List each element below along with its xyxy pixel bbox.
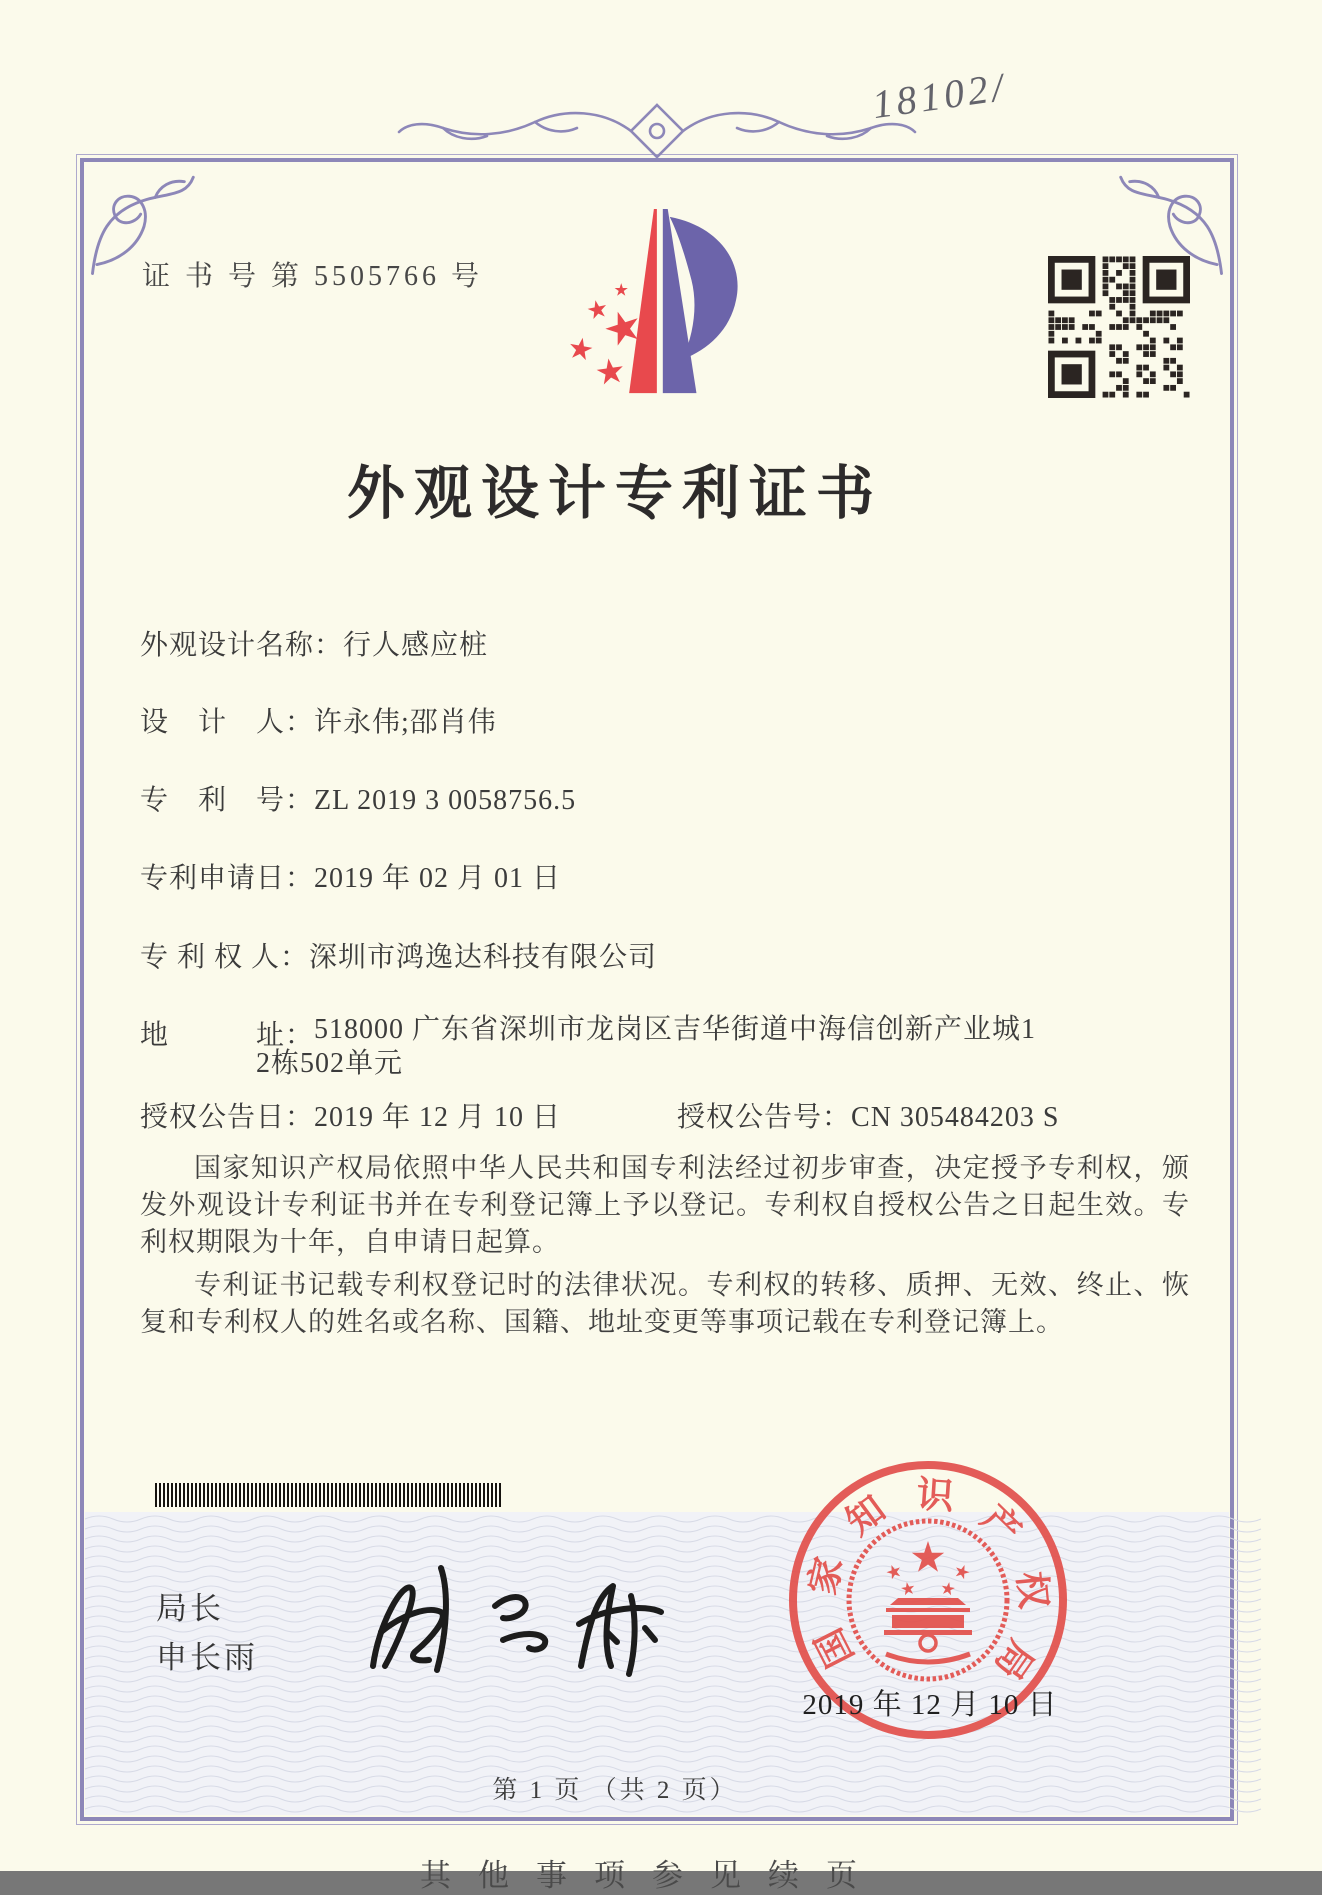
svg-text:产: 产	[972, 1497, 1029, 1554]
qr-code-icon	[1048, 256, 1190, 398]
field-label: 专 利 号：	[140, 785, 315, 816]
legal-paragraph-2: 专利证书记载专利权登记时的法律状况。专利权的转移、质押、无效、终止、恢复和专利权人的姓名或名称、国籍、地址变更等事项记载在专利登记簿上。	[140, 1270, 1190, 1337]
top-border-ornament-icon	[397, 98, 917, 164]
seal-date: 2019 年 12 月 10 日	[802, 1689, 1058, 1721]
legal-text	[140, 1150, 1190, 1341]
certificate-title: 外观设计专利证书	[346, 461, 883, 526]
svg-text:家: 家	[802, 1553, 851, 1599]
field-label: 设 计 人：	[140, 707, 315, 738]
svg-text:知: 知	[839, 1488, 894, 1544]
field-value: 深圳市鸿逸达科技有限公司	[309, 942, 658, 973]
field-patentee	[140, 935, 657, 975]
field-label: 地 址：	[140, 1020, 315, 1051]
field-grant-number	[677, 1095, 1059, 1135]
field-filing-date	[140, 856, 561, 896]
field-value: CN 305484203 S	[851, 1102, 1060, 1133]
field-address	[140, 1013, 1214, 1081]
field-value: 许永伟;邵肖伟	[314, 707, 497, 738]
handwritten-number: 18102/	[869, 63, 1010, 128]
field-grant-date	[140, 1095, 1060, 1135]
certificate-number: 证 书 号 第 5505766 号	[142, 261, 484, 292]
field-value: 2019 年 02 月 01 日	[314, 863, 562, 894]
field-label: 专利申请日：	[140, 863, 315, 894]
field-value: 2019 年 12 月 10 日	[314, 1102, 562, 1133]
svg-text:国: 国	[808, 1621, 862, 1674]
field-designer	[140, 700, 497, 740]
svg-text:权: 权	[1009, 1569, 1054, 1611]
field-label: 专 利 权 人：	[140, 942, 310, 973]
field-value: 518000 广东省深圳市龙岗区吉华街道中海信创新产业城1 2栋502单元	[256, 1014, 1037, 1079]
cutoff-next-line: 其他事项参见续页	[420, 1858, 884, 1893]
director-name: 申长雨	[156, 1640, 258, 1675]
director-signature-icon	[345, 1548, 675, 1693]
svg-text:局: 局	[986, 1632, 1041, 1687]
field-value: ZL 2019 3 0058756.5	[314, 785, 577, 816]
field-label: 授权公告日：	[140, 1102, 315, 1133]
field-value: 行人感应桩	[343, 630, 489, 661]
svg-text:识: 识	[915, 1474, 955, 1518]
legal-paragraph-1: 国家知识产权局依照中华人民共和国专利法经过初步审查，决定授予专利权，颁发外观设计专利证书并在专利登记簿上予以登记。专利权自授权公告之日起生效。专利权期限为十年，自申请日起算。	[140, 1153, 1190, 1257]
cnipa-logo-icon	[545, 203, 743, 406]
page-number: 第 1 页 （共 2 页）	[492, 1777, 738, 1804]
field-label: 授权公告号：	[677, 1102, 852, 1133]
field-design-name	[140, 623, 488, 663]
director-title: 局长	[156, 1591, 224, 1626]
barcode-icon	[155, 1483, 501, 1507]
field-label: 外观设计名称：	[140, 630, 344, 661]
field-patent-number	[140, 778, 576, 818]
